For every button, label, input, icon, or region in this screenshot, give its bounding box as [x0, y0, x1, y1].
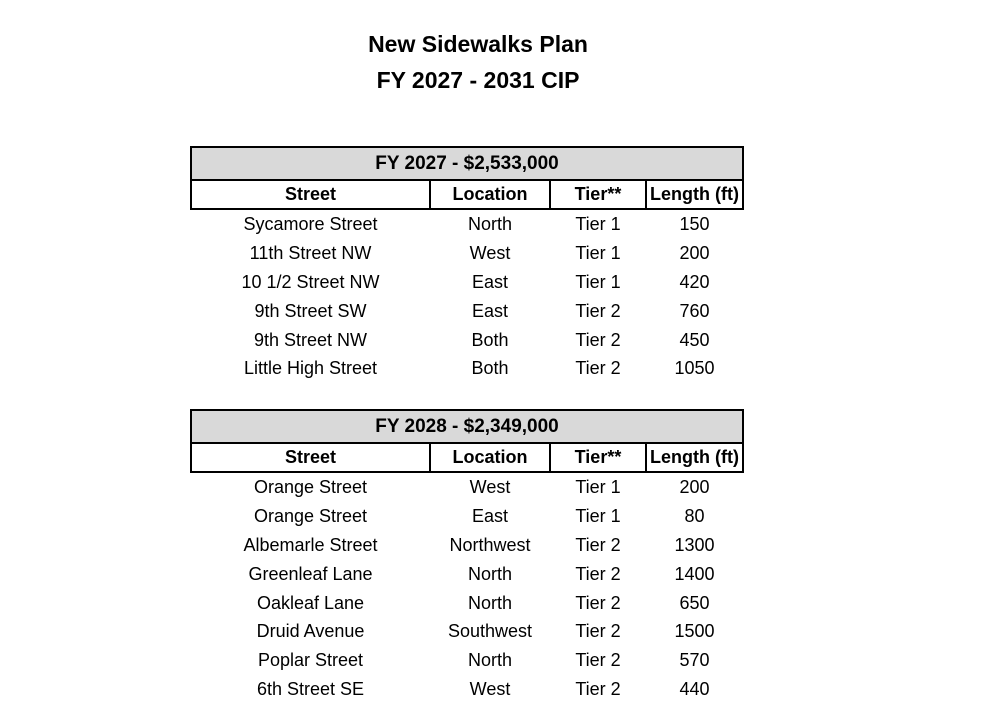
- cell-tier: Tier 2: [575, 650, 621, 671]
- table-row: [191, 675, 743, 704]
- cell-length: 150: [679, 213, 710, 234]
- fy2027-rows: [191, 209, 743, 383]
- table-row: [191, 646, 743, 675]
- cell-length: 650: [679, 592, 710, 613]
- cell-tier: Tier 2: [575, 563, 621, 584]
- cell-street: Greenleaf Lane: [248, 563, 373, 584]
- table-row: [191, 297, 743, 326]
- cell-street: Oakleaf Lane: [256, 592, 365, 613]
- column-header-tier: Tier**: [550, 180, 646, 209]
- cell-location: West: [469, 242, 511, 263]
- table-row: [191, 502, 743, 531]
- cell-street: 10 1/2 Street NW: [241, 271, 380, 292]
- cell-length: 1500: [674, 621, 715, 642]
- cell-street: 9th Street NW: [253, 329, 368, 350]
- column-header-length: Length (ft): [646, 180, 743, 209]
- table-row: [191, 209, 743, 239]
- cell-street: 6th Street SE: [256, 679, 365, 700]
- cell-location: East: [471, 271, 509, 292]
- fy2027-year-header: FY 2027 - $2,533,000: [191, 147, 743, 180]
- cell-location: Northwest: [449, 534, 531, 555]
- cell-length: 1400: [674, 563, 715, 584]
- table-row: [191, 589, 743, 618]
- cell-tier: Tier 1: [575, 242, 621, 263]
- cell-length: 200: [679, 476, 710, 497]
- cell-location: North: [467, 650, 512, 671]
- cell-length: 570: [679, 650, 710, 671]
- fy2027-year-row: [191, 147, 743, 180]
- table-row: [191, 354, 743, 383]
- cell-location: Southwest: [447, 621, 533, 642]
- cell-street: 11th Street NW: [249, 242, 372, 263]
- cell-length: 1300: [674, 534, 715, 555]
- cell-tier: Tier 2: [575, 300, 621, 321]
- cell-length: 450: [679, 329, 710, 350]
- cell-tier: Tier 2: [575, 621, 621, 642]
- cell-street: Orange Street: [253, 505, 368, 526]
- cell-location: West: [469, 679, 511, 700]
- fy2027-column-header-row: [191, 180, 743, 209]
- title-line-1: New Sidewalks Plan: [368, 31, 588, 57]
- cell-tier: Tier 2: [575, 534, 621, 555]
- column-header-street: Street: [191, 443, 430, 472]
- table-row: [191, 560, 743, 589]
- cell-tier: Tier 1: [575, 271, 621, 292]
- cell-street: Druid Avenue: [256, 621, 365, 642]
- fy2028-year-row: [191, 410, 743, 443]
- fy2028-year-header: FY 2028 - $2,349,000: [191, 410, 743, 443]
- table-row: [191, 239, 743, 268]
- cell-length: 440: [679, 679, 710, 700]
- cell-length: 200: [679, 242, 710, 263]
- cell-location: Both: [471, 329, 509, 350]
- fy2028-rows: [191, 472, 743, 704]
- cell-location: North: [467, 213, 512, 234]
- cell-length: 760: [679, 300, 710, 321]
- cell-street: 9th Street SW: [254, 300, 367, 321]
- cell-length: 1050: [674, 358, 715, 379]
- table-row: [191, 617, 743, 646]
- column-header-location: Location: [430, 180, 550, 209]
- cell-location: East: [471, 505, 509, 526]
- column-header-length: Length (ft): [646, 443, 743, 472]
- cell-street: Orange Street: [253, 476, 368, 497]
- cell-tier: Tier 1: [575, 505, 621, 526]
- fy2028-column-header-row: [191, 443, 743, 472]
- cell-length: 420: [679, 271, 710, 292]
- cell-tier: Tier 2: [575, 358, 621, 379]
- cell-tier: Tier 2: [575, 329, 621, 350]
- cell-tier: Tier 1: [575, 213, 621, 234]
- title-line-2: FY 2027 - 2031 CIP: [376, 67, 580, 93]
- document-title: [268, 26, 688, 98]
- column-header-tier: Tier**: [550, 443, 646, 472]
- cell-length: 80: [684, 505, 705, 526]
- table-row: [191, 326, 743, 355]
- table-row: [191, 268, 743, 297]
- cell-location: Both: [471, 358, 509, 379]
- table-row: [191, 531, 743, 560]
- cell-tier: Tier 2: [575, 679, 621, 700]
- cell-street: Little High Street: [243, 358, 378, 379]
- cell-street: Albemarle Street: [243, 534, 378, 555]
- cell-location: East: [471, 300, 509, 321]
- cell-location: West: [469, 476, 511, 497]
- cell-tier: Tier 2: [575, 592, 621, 613]
- cell-location: North: [467, 563, 512, 584]
- cell-street: Sycamore Street: [243, 213, 378, 234]
- column-header-street: Street: [191, 180, 430, 209]
- table-row: [191, 472, 743, 502]
- cell-street: Poplar Street: [257, 650, 364, 671]
- column-header-location: Location: [430, 443, 550, 472]
- cell-tier: Tier 1: [575, 476, 621, 497]
- cell-location: North: [467, 592, 512, 613]
- fy2028-table: [190, 409, 744, 704]
- fy2027-table: [190, 146, 744, 383]
